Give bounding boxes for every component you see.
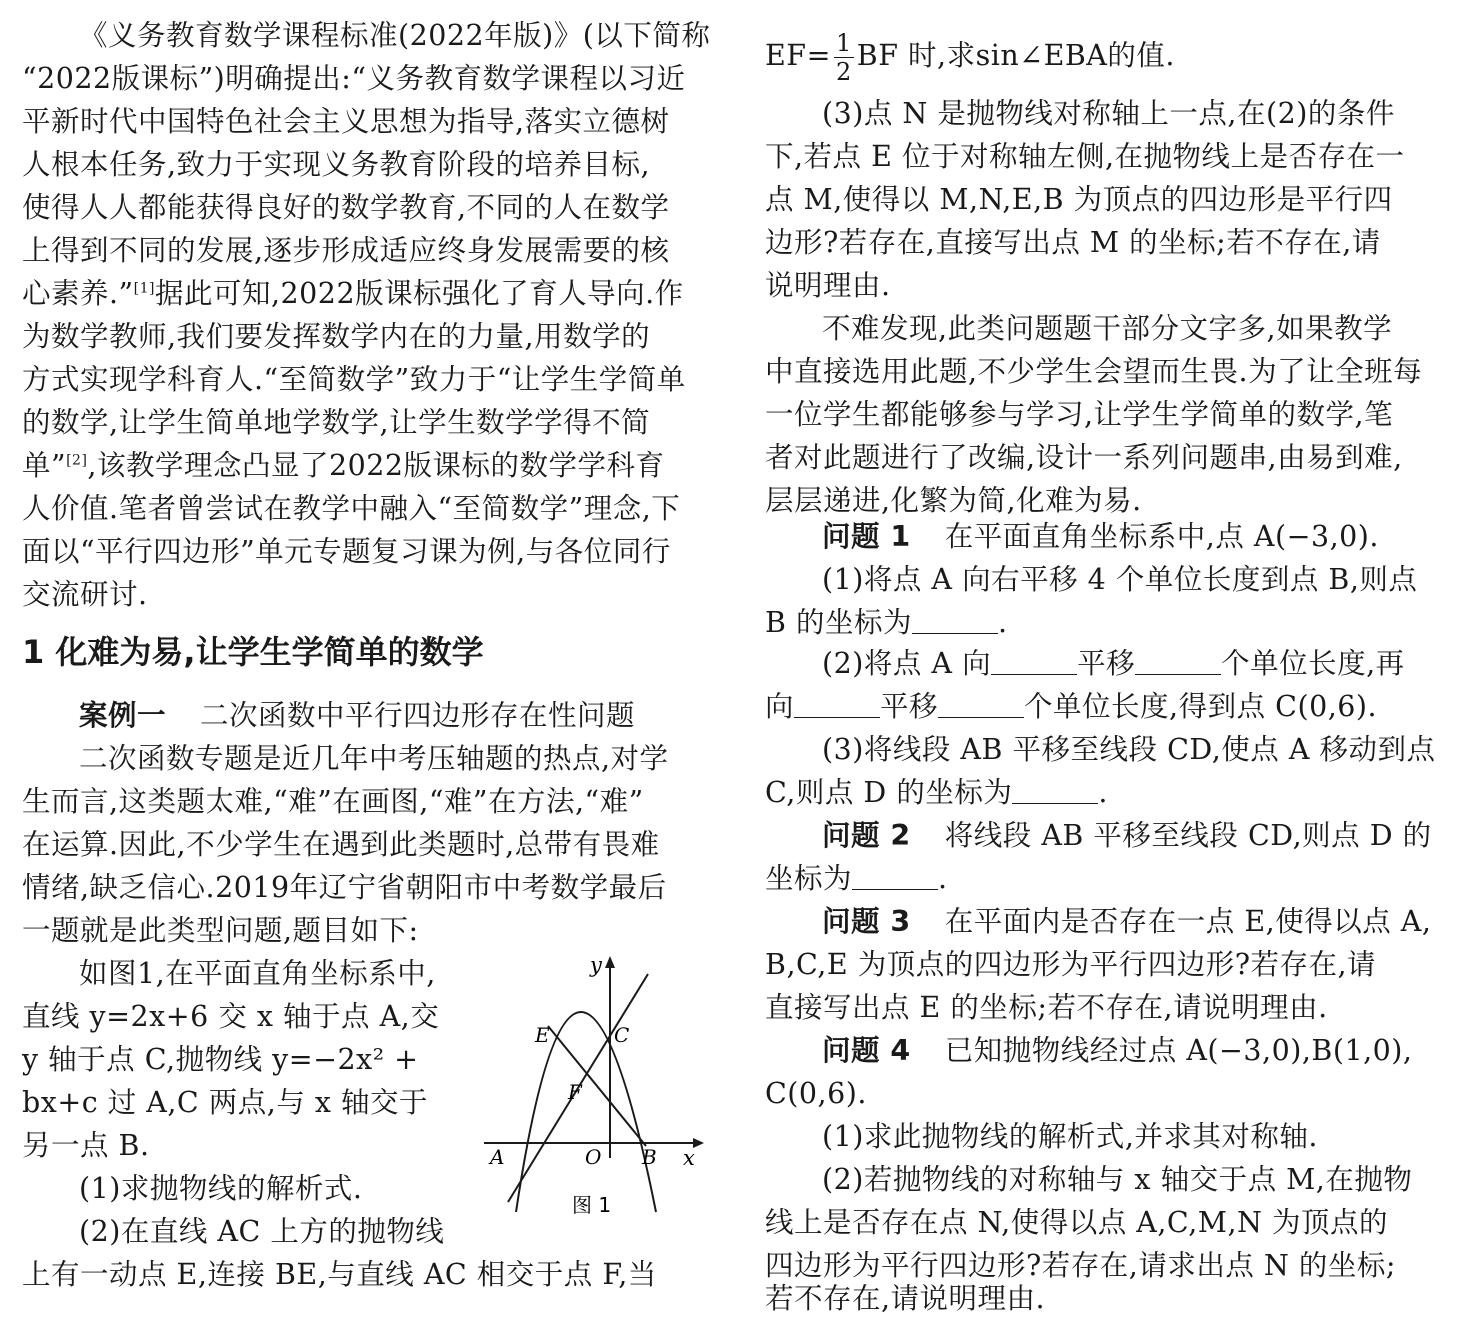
question-3-line: [822, 900, 1431, 944]
label-o: O: [585, 1145, 602, 1169]
text-line: 中直接选用此题,不少学生会望而生畏.为了让全班每: [765, 355, 1423, 388]
label-a: A: [490, 1145, 505, 1169]
text-line: 方式实现学科育人.“至简数学”致力于“让学生学简单: [22, 363, 686, 396]
text-line: [765, 771, 1108, 815]
text-span: 据此可知,2022版课标强化了育人导向.作: [154, 277, 684, 310]
text-line: 生而言,这类题太难,“难”在画图,“难”在方法,“难”: [22, 785, 644, 818]
text-span: B 的坐标为: [765, 606, 913, 639]
text-span: 个单位长度,得到点 C(0,6).: [1024, 690, 1378, 723]
section-heading: 1 化难为易,让学生学简单的数学: [22, 633, 484, 671]
text-span: 平移: [1077, 647, 1136, 680]
segment-eb: [548, 1026, 646, 1146]
figure-caption: 图 1: [572, 1193, 612, 1217]
text-line: [765, 601, 1008, 645]
text-line: 直线 y=2x+6 交 x 轴于点 A,交: [22, 1000, 440, 1033]
text-line: 者对此题进行了改编,设计一系列问题串,由易到难,: [765, 441, 1403, 474]
text-line: 情绪,缺乏信心.2019年辽宁省朝阳市中考数学最后: [22, 871, 667, 904]
text-line: [765, 857, 948, 901]
text-line: 人价值.笔者曾尝试在教学中融入“至简数学”理念,下: [22, 492, 681, 525]
text-line: 另一点 B.: [22, 1129, 150, 1162]
figure-1: [480, 952, 712, 1218]
text-span: 单”: [22, 449, 67, 482]
text-line: 若不存在,请说明理由.: [765, 1282, 1046, 1315]
text-line: (3)将线段 AB 平移至线段 CD,使点 A 移动到点: [822, 733, 1436, 766]
text-line: (2)在直线 AC 上方的抛物线: [79, 1215, 445, 1248]
text-line: (2)若抛物线的对称轴与 x 轴交于点 M,在抛物: [822, 1163, 1413, 1196]
text-line: 的数学,让学生简单地学数学,让学生数学学得不简: [22, 406, 651, 439]
text-line: [822, 642, 1405, 686]
fraction-denominator: 2: [835, 58, 852, 86]
text-span: ,该教学理念凸显了2022版课标的数学学科育: [87, 449, 665, 482]
text-span: 平移: [880, 690, 939, 723]
answer-blank[interactable]: [912, 603, 998, 634]
citation-ref: [2]: [66, 452, 88, 469]
fraction-numerator: 1: [835, 29, 852, 57]
question-1-text: 在平面直角坐标系中,点 A(−3,0).: [944, 520, 1379, 553]
question-2-text: 将线段 AB 平移至线段 CD,则点 D 的: [944, 819, 1432, 852]
text-span: 向: [765, 690, 795, 723]
text-line: 一位学生都能够参与学习,让学生学简单的数学,笔: [765, 398, 1394, 431]
text-line: 说明理由.: [765, 269, 891, 302]
text-line: [765, 29, 1175, 86]
question-1-line: [822, 515, 1379, 559]
period: .: [998, 606, 1008, 639]
text-line: [22, 272, 684, 316]
text-span: C,则点 D 的坐标为: [765, 776, 1013, 809]
text-line: B,C,E 为顶点的四边形为平行四边形?若存在,请: [765, 948, 1377, 981]
question-1-label: 问题 1: [822, 520, 911, 553]
question-3-text: 在平面内是否存在一点 E,使得以点 A,: [944, 905, 1432, 938]
text-line: 线上是否存在点 N,使得以点 A,C,M,N 为顶点的: [765, 1206, 1389, 1239]
text-line: y 轴于点 C,抛物线 y=−2x² +: [22, 1043, 419, 1076]
text-line: 层层递进,化繁为简,化难为易.: [765, 484, 1142, 517]
text-line: bx+c 过 A,C 两点,与 x 轴交于: [22, 1086, 429, 1119]
text-line: 在运算.因此,不少学生在遇到此类题时,总带有畏难: [22, 828, 660, 861]
citation-ref: [1]: [133, 280, 155, 297]
label-f: F: [568, 1080, 582, 1104]
text-line: 下,若点 E 位于对称轴左侧,在抛物线上是否存在一: [765, 140, 1405, 173]
text-span: (2)将点 A 向: [822, 647, 992, 680]
label-y: y: [590, 953, 602, 977]
y-axis-arrow: [605, 956, 615, 968]
text-span: 心素养.”: [22, 277, 134, 310]
answer-blank[interactable]: [1012, 773, 1098, 804]
text-line: 上有一动点 E,连接 BE,与直线 AC 相交于点 F,当: [22, 1258, 657, 1291]
text-span: 坐标为: [765, 862, 853, 895]
text-line: [22, 444, 665, 488]
label-e: E: [535, 1023, 550, 1047]
answer-blank[interactable]: [938, 687, 1024, 718]
label-b: B: [642, 1145, 657, 1169]
question-3-label: 问题 3: [822, 905, 911, 938]
text-line: 不难发现,此类问题题干部分文字多,如果教学: [822, 312, 1393, 345]
period: .: [938, 862, 948, 895]
text-span: EF=: [765, 39, 831, 72]
text-line: (3)点 N 是抛物线对称轴上一点,在(2)的条件: [822, 97, 1395, 130]
fraction: [834, 31, 854, 84]
case-label: 案例一: [79, 699, 167, 732]
question-4-line: [822, 1029, 1412, 1073]
text-span: BF 时,求sin∠EBA的值.: [856, 39, 1175, 72]
label-x: x: [683, 1146, 695, 1170]
text-line: 平新时代中国特色社会主义思想为指导,落实立德树: [22, 105, 670, 138]
text-line: (1)求此抛物线的解析式,并求其对称轴.: [822, 1120, 1318, 1153]
text-line: (1)求抛物线的解析式.: [79, 1172, 363, 1205]
answer-blank[interactable]: [1135, 644, 1221, 675]
text-line: 为数学教师,我们要发挥数学内在的力量,用数学的: [22, 320, 651, 353]
text-line: 四边形为平行四边形?若存在,请求出点 N 的坐标;: [765, 1249, 1396, 1282]
text-line: 人根本任务,致力于实现义务教育阶段的培养目标,: [22, 148, 651, 181]
text-line: 边形?若存在,直接写出点 M 的坐标;若不存在,请: [765, 226, 1381, 259]
text-line: “2022版课标”)明确提出:“义务教育数学课程以习近: [22, 62, 686, 95]
case-title: 二次函数中平行四边形存在性问题: [200, 699, 636, 732]
text-line: 二次函数专题是近几年中考压轴题的热点,对学: [79, 742, 669, 775]
label-c: C: [614, 1023, 630, 1047]
text-line: C(0,6).: [765, 1077, 867, 1110]
text-line: 如图1,在平面直角坐标系中,: [79, 957, 436, 990]
answer-blank[interactable]: [794, 687, 880, 718]
question-4-label: 问题 4: [822, 1034, 911, 1067]
text-line: 一题就是此类型问题,题目如下:: [22, 914, 419, 947]
text-line: [765, 685, 1377, 729]
text-span: 个单位长度,再: [1221, 647, 1405, 680]
text-line: 《义务教育数学课程标准(2022年版)》(以下简称: [79, 19, 711, 52]
text-line: 使得人人都能获得良好的数学教育,不同的人在数学: [22, 191, 670, 224]
answer-blank[interactable]: [852, 859, 938, 890]
text-line: 面以“平行四边形”单元专题复习课为例,与各位同行: [22, 535, 671, 568]
text-line: 点 M,使得以 M,N,E,B 为顶点的四边形是平行四: [765, 183, 1393, 216]
question-2-label: 问题 2: [822, 819, 911, 852]
text-line: 交流研讨.: [22, 578, 148, 611]
text-line: (1)将点 A 向右平移 4 个单位长度到点 B,则点: [822, 563, 1418, 596]
question-4-text: 已知抛物线经过点 A(−3,0),B(1,0),: [944, 1034, 1413, 1067]
period: .: [1098, 776, 1108, 809]
text-line: 上得到不同的发展,逐步形成适应终身发展需要的核: [22, 234, 670, 267]
answer-blank[interactable]: [991, 644, 1077, 675]
case-title-line: [79, 694, 635, 738]
question-2-line: [822, 814, 1432, 858]
text-line: 直接写出点 E 的坐标;若不存在,请说明理由.: [765, 991, 1328, 1024]
